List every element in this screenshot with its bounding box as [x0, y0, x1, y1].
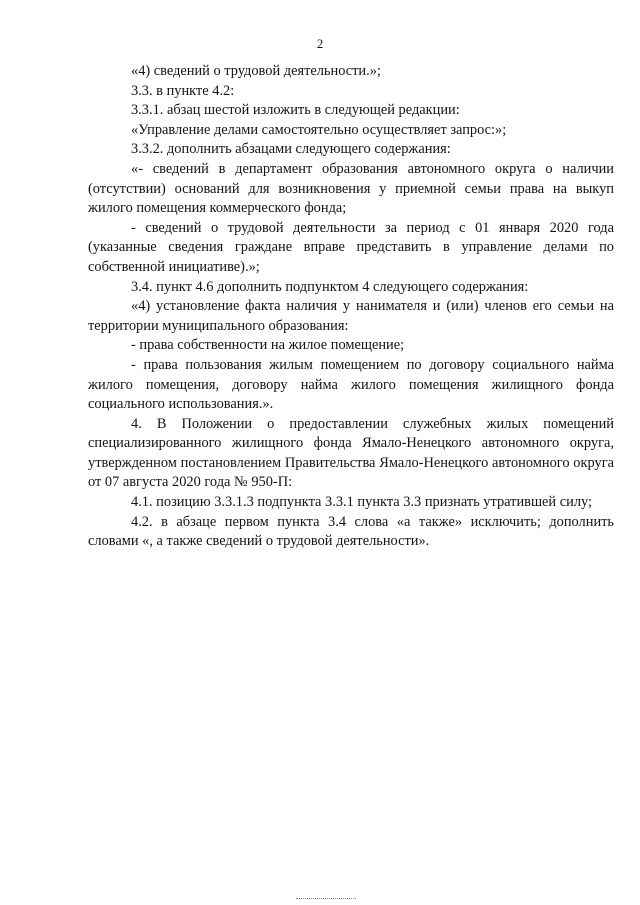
paragraph: 4. В Положении о предоставлении служебных жилых помещений специализированного жилищного фонда Ямало-Ненецкого автономного округа, утвержденном постановлением Правительства Ямало-Ненецкого автономного округа от 07 августа 2020 года № 950-П:	[88, 415, 614, 491]
paragraph: 3.3.2. дополнить абзацами следующего содержания:	[131, 141, 451, 158]
paragraph: - права собственности на жилое помещение;	[131, 337, 405, 354]
paragraph: 3.3.1. абзац шестой изложить в следующей редакции:	[131, 102, 460, 119]
page-number: 2	[316, 36, 324, 51]
paragraph: «4) сведений о трудовой деятельности.»;	[131, 63, 381, 79]
paragraph: 3.3. в пункте 4.2:	[131, 82, 235, 99]
scan-artifact-divider	[296, 898, 356, 901]
paragraph: «Управление делами самостоятельно осуществляет запрос:»;	[131, 121, 507, 138]
paragraph: 3.4. пункт 4.6 дополнить подпунктом 4 следующего содержания:	[131, 278, 529, 295]
document-body	[88, 62, 614, 552]
paragraph: 4.1. позицию 3.3.1.3 подпункта 3.3.1 пункта 3.3 признать утратившей силу;	[131, 494, 592, 511]
paragraph: «4) установление факта наличия у нанимателя и (или) членов его семьи на территории муниципального образования:	[88, 298, 614, 334]
paragraph: - сведений о трудовой деятельности за период с 01 января 2020 года (указанные сведения граждане вправе представить в управление делами по собственной инициативе).»;	[88, 219, 614, 275]
paragraph: «- сведений в департамент образования автономного округа о наличии (отсутствии) оснований для возникновения у приемной семьи права на выкуп жилого помещения коммерческого фонда;	[88, 160, 614, 217]
paragraph: 4.2. в абзаце первом пункта 3.4 слова «а также» исключить; дополнить словами «, а также сведений о трудовой деятельности».	[88, 513, 614, 550]
paragraph: - права пользования жилым помещением по договору социального найма жилого помещения, договору найма жилого помещения жилищного фонда социального использования.».	[88, 356, 614, 413]
